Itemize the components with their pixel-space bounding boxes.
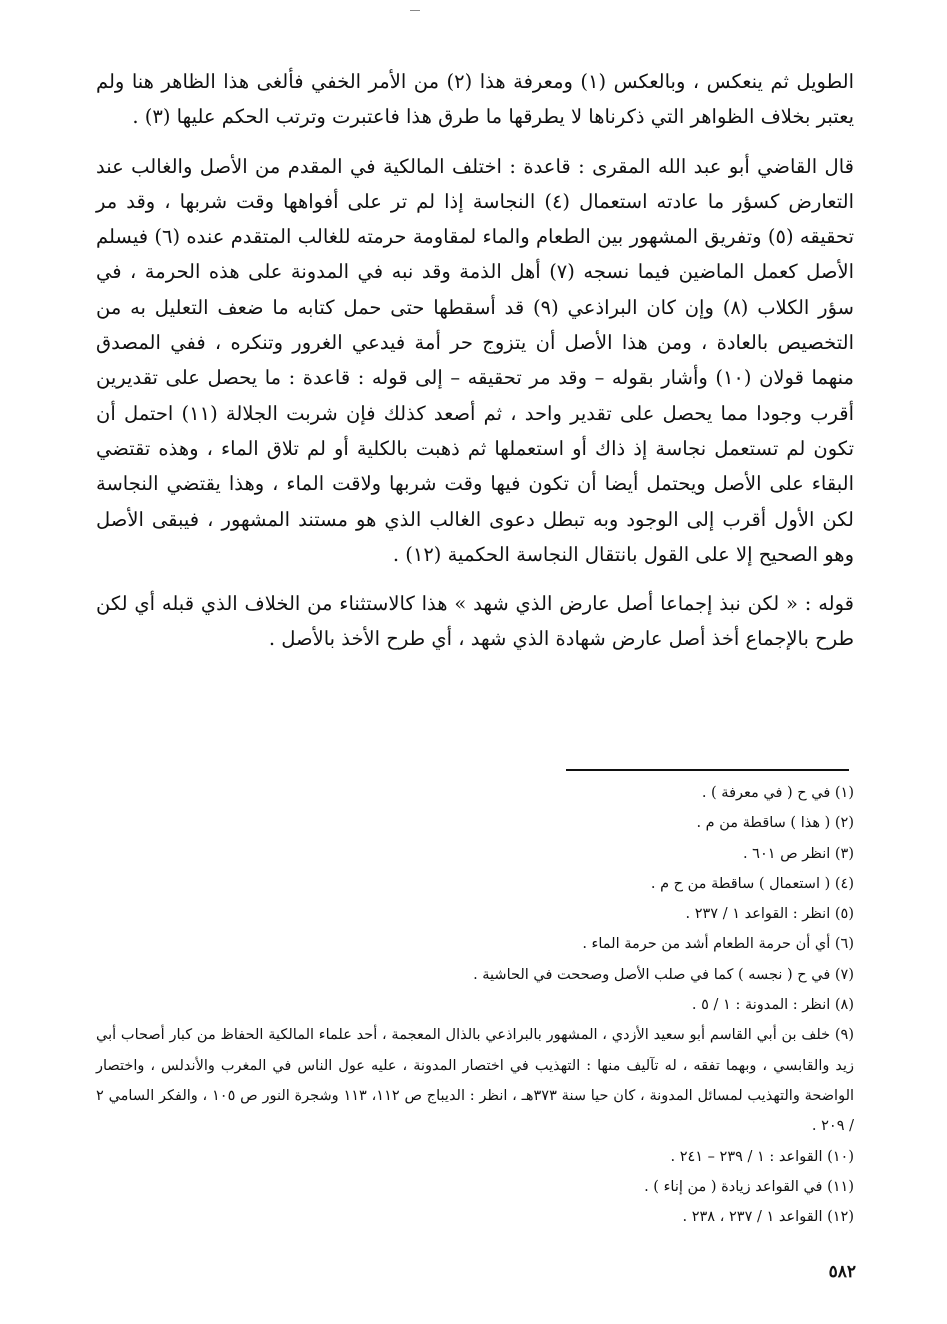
footnote-separator [566, 769, 849, 771]
body-paragraph-1: الطويل ثم ينعكس ، وبالعكس (١) ومعرفة هذا (٢) من الأمر الخفي فألغى هذا الظاهر هنا ولم يعتبر بخلاف الظواهر التي ذكرناها لا يطرقها ما طرق هذا فاعتبرت وترتب الحكم عليها (٣) . [96, 70, 854, 129]
footnotes-list [96, 778, 854, 1232]
footnote-6: (٦) أي أن حرمة الطعام أشد من حرمة الماء . [582, 936, 854, 953]
body-paragraph-3: قوله : « لكن نبذ إجماعا أصل عارض الذي شهد » هذا كالاستثناء من الخلاف الذي قبله أي لكن طرح بالإجماع أخذ أصل عارض شهادة الذي شهد ، أي طرح الأخذ بالأصل . [96, 592, 854, 651]
footnote-12: (١٢) القواعد ١ / ٢٣٧ ، ٢٣٨ . [682, 1209, 854, 1226]
footnote-3: (٣) انظر ص ٦٠١ . [742, 845, 854, 862]
body-paragraph-2: قال القاضي أبو عبد الله المقرى : قاعدة : اختلف المالكية في المقدم من الأصل والغالب عند التعارض كسؤر ما عادته استعمال (٤) النجاسة إذا لم تر على أفواهها وقت شربها ، وقد مر تحقيقه (٥) وتفريق المشهور بين الطعام والماء لمقاومة حرمته للغالب المتقدم عنده (٦) فيسلم الأصل كعمل الماضين فيما نسجه (٧) أهل الذمة وقد نبه في المدونة على هذه الحرمة ، في سؤر الكلاب (٨) وإن كان البراذعي (٩) قد أسقطها حتى حمل كتابه ما ضعف التعليل به من التخصيص بالعادة ، ومن هذا الأصل أن يتزوج حر أمة فيدعي الغرور وتنكره ، ففي المصدق منهما قولان (١٠) وأشار بقوله – وقد مر تحقيقه – إلى قوله : قاعدة : ما يحصل على تقديرين أقرب وجودا مما يحصل على تقدير واحد ، ثم أصعد كذلك فإن شربت الجلالة (١١) احتمل أن تكون لم تستعمل نجاسة إذ ذاك أو استعملها ثم ذهبت بالكلية أو لم تلاق الماء ، وهذه تقتضي البقاء على الأصل ويحتمل أيضا أن تكون فيها وقت شربها ولاقت الماء ، وهذا يقتضي النجاسة لكن الأول أقرب إلى الوجود وبه تبطل دعوى الغالب الذي هو مستند المشهور ، فيبقى الأصل وهو الصحيح إلا على القول بانتقال النجاسة الحكمية (١٢) . [96, 154, 855, 566]
footnote-9: (٩) خلف بن أبي القاسم أبو سعيد الأزدي ، المشهور بالبراذعي بالذال المعجمة ، أحد علماء المالكية الحفاظ من كبار أصحاب أبي زيد والقابسي ، وبهما تفقه ، له تآليف منها : التهذيب في اختصار المدونة ، عليه عول الناس في المغرب والأندلس ، واختصار الواضحة والتهذيب لمسائل المدونة ، كان حيا سنة ٣٧٣هـ ، انظر : الديباج ص ١١٢، ١١٣ وشجرة النور ص ١٠٥ ، والفكر السامي ٢ / ٢٠٩ . [96, 1027, 855, 1135]
footnote-5: (٥) انظر : القواعد ١ / ٢٣٧ . [685, 906, 854, 923]
top-margin-mark [410, 10, 420, 11]
footnote-8: (٨) انظر : المدونة : ١ / ٥ . [691, 997, 854, 1014]
footnote-10: (١٠) القواعد : ١ / ٢٣٩ – ٢٤١ . [670, 1148, 854, 1165]
footnote-4: (٤) ( استعمال ) ساقطة من ح م . [650, 875, 854, 892]
page-number: ٥٨٢ [828, 1262, 856, 1282]
footnote-11: (١١) في القواعد زيادة ( من إناء ) . [644, 1178, 854, 1195]
footnote-1: (١) في ح ( في معرفة ) . [701, 785, 854, 801]
footnote-2: (٢) ( هذا ) ساقطة من م . [696, 815, 854, 832]
main-text [96, 64, 854, 657]
footnote-7: (٧) في ح ( نجسه ) كما في صلب الأصل وصححت في الحاشية . [473, 966, 854, 983]
